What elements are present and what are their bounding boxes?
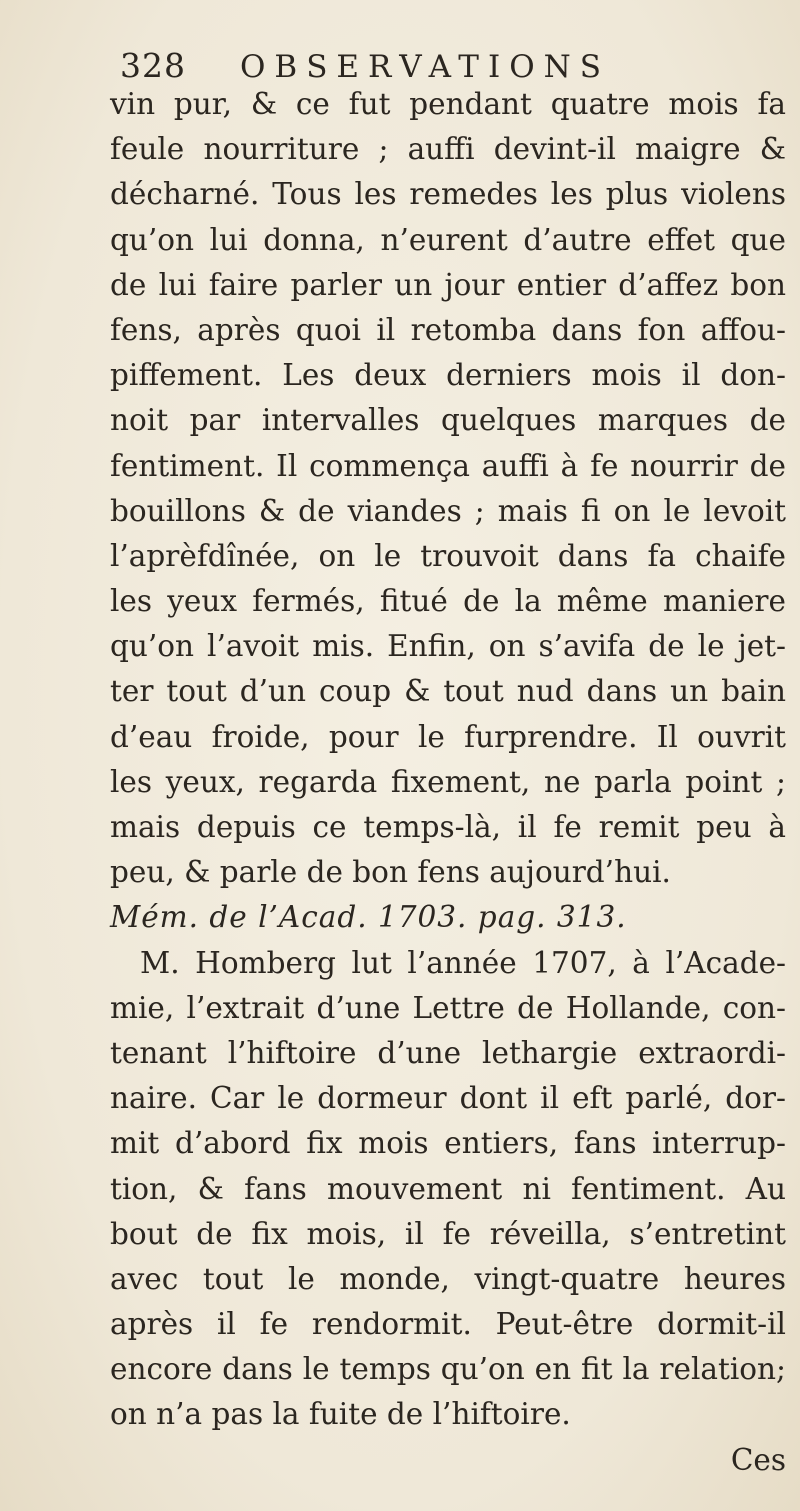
catchword-line [110, 1438, 786, 1483]
page-number: 328 [120, 46, 186, 85]
catchword: Ces [730, 1442, 786, 1477]
text-line: tion, & fans mouvement ni fentiment. Au [110, 1171, 786, 1206]
text-line: piffement. Les deux derniers mois il don- [110, 358, 786, 393]
text-line: de lui faire parler un jour entier d’affez bon [110, 267, 786, 302]
text-line: les yeux, regarda fixement, ne parla point ; [110, 764, 786, 799]
text-line: on n’a pas la fuite de l’hiftoire. [110, 1397, 571, 1432]
text-line: ter tout d’un coup & tout nud dans un bain [110, 674, 786, 709]
text-line: peu, & parle de bon fens aujourd’hui. [110, 855, 671, 890]
text-line: encore dans le temps qu’on en fit la relation; [110, 1352, 786, 1387]
text-line: après il fe rendormit. Peut-être dormit-il [110, 1307, 786, 1342]
text-line: mie, l’extrait d’une Lettre de Hollande, con- [110, 990, 786, 1025]
text-line: naire. Car le dormeur dont il eft parlé, dor- [110, 1081, 786, 1116]
text-line: d’eau froide, pour le furprendre. Il ouvrit [110, 719, 786, 754]
text-line: bout de fix mois, il fe réveilla, s’entretint [110, 1216, 786, 1251]
text-line: mit d’abord fix mois entiers, fans interrup- [110, 1126, 786, 1161]
citation-line: Mém. de l’Acad. 1703. pag. 313. [110, 900, 627, 935]
text-line: qu’on lui donna, n’eurent d’autre effet que [110, 222, 786, 257]
text-line: tenant l’hiftoire d’une lethargie extraordi- [110, 1035, 786, 1070]
text-line: qu’on l’avoit mis. Enfin, on s’avifa de le jet- [110, 629, 786, 664]
text-line: noit par intervalles quelques marques de [110, 403, 786, 438]
text-line: vin pur, & ce fut pendant quatre mois fa [110, 87, 786, 121]
text-line: feule nourriture ; auffi devint-il maigre & [110, 132, 786, 167]
text-line: décharné. Tous les remedes les plus violens [110, 177, 786, 212]
text-line: bouillons & de viandes ; mais fi on le levoit [110, 493, 786, 528]
text-line: fens, après quoi il retomba dans fon affou- [110, 312, 786, 347]
text-line: avec tout le monde, vingt-quatre heures [110, 1261, 786, 1296]
body-text [110, 82, 786, 1483]
text-line: fentiment. Il commença auffi à fe nourrir de [110, 448, 786, 483]
running-title: OBSERVATIONS [240, 49, 610, 85]
text-line: M. Homberg lut l’année 1707, à l’Acade- [140, 945, 786, 980]
text-line: les yeux fermés, fitué de la même maniere [110, 584, 786, 619]
text-line: mais depuis ce temps-là, il fe remit peu à [110, 810, 786, 844]
text-line: l’aprèfdînée, on le trouvoit dans fa chaife [110, 538, 786, 573]
